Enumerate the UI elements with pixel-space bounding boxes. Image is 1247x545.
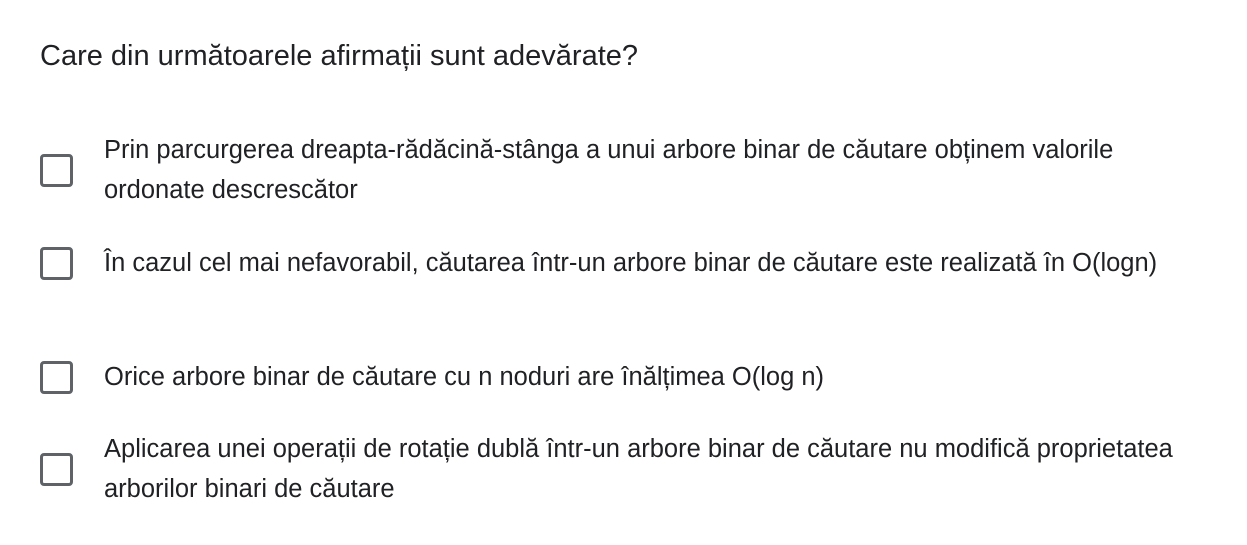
question-title: Care din următoarele afirmații sunt adevărate? <box>40 40 639 72</box>
option-label-3[interactable]: Orice arbore binar de căutare cu n noduri are înălțimea O(log n) <box>104 363 825 391</box>
checkbox-1[interactable] <box>40 154 73 187</box>
checkbox-4[interactable] <box>40 453 73 486</box>
option-label-2[interactable]: În cazul cel mai nefavorabil, căutarea într-un arbore binar de căutare este realizată în O(logn) <box>104 249 1158 277</box>
checkbox-2[interactable] <box>40 247 73 280</box>
option-label-1[interactable]: Prin parcurgerea dreapta-rădăcină-stânga a unui arbore binar de căutare obținem valorile ordonate descrescător <box>104 136 1114 204</box>
option-label-4[interactable]: Aplicarea unei operații de rotație dublă într-un arbore binar de căutare nu modifică proprietatea arborilor binari de căutare <box>104 435 1173 503</box>
option-checkbox-3[interactable] <box>40 357 1220 397</box>
checkbox-3[interactable] <box>40 361 73 394</box>
option-checkbox-1[interactable] <box>40 130 1220 210</box>
option-checkbox-4[interactable] <box>40 429 1220 509</box>
option-checkbox-2[interactable] <box>40 243 1220 283</box>
